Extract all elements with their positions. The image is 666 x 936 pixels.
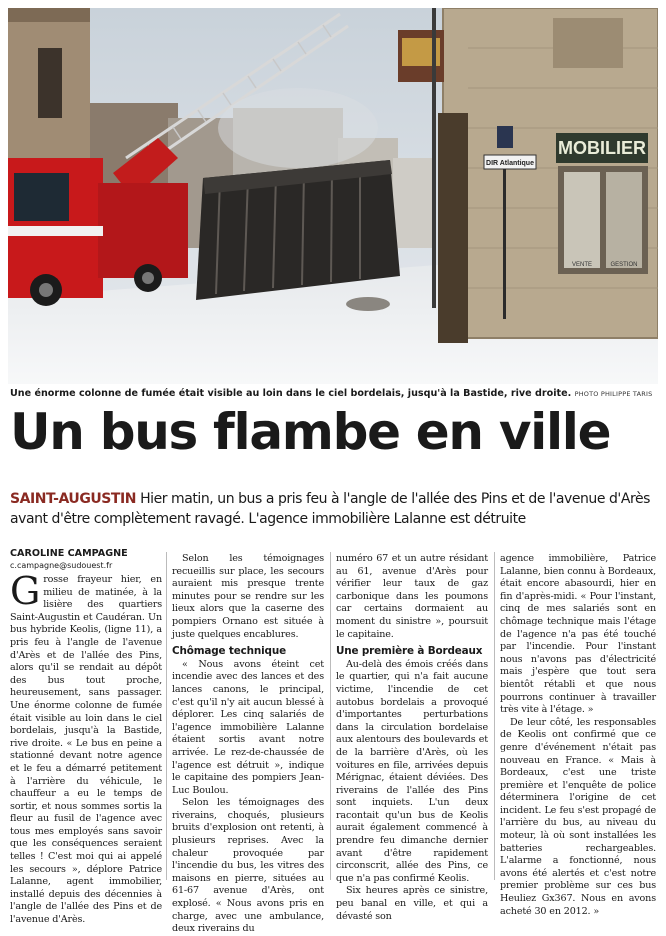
caption-text: Une énorme colonne de fumée était visible au loin dans le ciel bordelais, jusqu'à la Bastide, rive droite. xyxy=(10,388,572,399)
paragraph-text: rosse frayeur hier, en milieu de matinée, à la lisière des quartiers Saint-Augustin et Caudéran. Un bus hybride Keolis, (ligne 11), a pris feu à l'angle de l'avenue d'Arès et de l'allée des Pins, alors qu'il se rendait au dépôt des bus tout proche, heureusement, sans passager. Une énorme colonne de fumée était visible au loin dans le ciel bordelais, jusqu'à la Bastide, rive droite. « Le bus en peine a stationné devant notre agence et le feu a démarré petitement à l'arrière du véhicule, le chauffeur a eu le temps de sortir, et nous sommes sortis la fleur au fusil de l'agence avec tous mes employés sans savoir que les conséquences seraient telles ! C'est moi qui ai appelé les secours », déplore Patrice Lalanne, agent immobilier, installé depuis des décennies à l'angle de l'allée des Pins et de l'avenue d'Arès. xyxy=(10,574,162,926)
byline-email: c.campagne@sudouest.fr xyxy=(10,561,113,570)
photo-illustration xyxy=(8,8,658,384)
photo-credit: PHOTO PHILIPPE TARIS xyxy=(574,390,653,398)
article-paragraph: Six heures après ce sinistre, peu banal en ville, et qui a dévasté son xyxy=(336,885,488,922)
column-rule xyxy=(166,552,167,880)
headline: Un bus flambe en ville xyxy=(10,403,611,461)
article-column-2 xyxy=(172,553,324,936)
street-sign-text: DIR Atlantique xyxy=(486,160,534,167)
subheading: Une première à Bordeaux xyxy=(336,645,483,658)
article-column-4 xyxy=(500,553,656,918)
drop-cap: G xyxy=(10,569,41,613)
column-rule xyxy=(494,552,495,880)
article-paragraph: numéro 67 et un autre résidant au 61, avenue d'Arès pour vérifier leur taux de gaz carbonique dans les poumons car certains dormaient au moment du sinistre », poursuit le capitaine. xyxy=(336,553,488,640)
lead-paragraph xyxy=(10,489,658,529)
article-column-1 xyxy=(10,569,162,927)
article-paragraph: « Nous avons éteint cet incendie avec des lances et des lances canons, le principal, c'est qu'il n'y ait aucun blessé à déplorer. Les cinq salariés de l'agence immobilière Lalanne étaient sortis avant notre arrivée. Le rez-de-chaussée de l'agence est détruit », indique le capitaine des pompiers Jean-Luc Boulou. xyxy=(172,658,324,796)
photo-caption xyxy=(10,388,660,399)
lead-text: Hier matin, un bus a pris feu à l'angle de l'allée des Pins et de l'avenue d'Arès avant d'être complètement ravagé. L'agence immobilière Lalanne est détruite xyxy=(10,491,650,527)
window-label-left: VENTE xyxy=(571,262,593,268)
lead-place: SAINT-AUGUSTIN xyxy=(10,491,137,507)
article-paragraph: Selon les témoignages des riverains, choqués, plusieurs bruits d'explosion ont retenti, à plusieurs reprises. Avec la chaleur provoquée par l'incendie du bus, les vitres des maisons en pierre, situées au 61-67 avenue d'Arès, ont explosé. « Nous avons pris en charge, avec une ambulance, deux riverains du xyxy=(172,797,324,935)
news-photo-burned-bus xyxy=(8,8,658,384)
column-rule xyxy=(330,552,331,880)
article-paragraph xyxy=(10,569,162,927)
article-paragraph: agence immobilière, Patrice Lalanne, bien connu à Bordeaux, était encore abasourdi, hier en fin d'après-midi. « Pour l'instant, cinq de mes salariés sont en chômage technique mais l'étage de l'agence n'a pas été touché par l'incendie. Pour l'instant nous n'avons pas d'électricité mais j'espère que tout sera bientôt rétabli et que nous pourrons continuer à travailler très vite à l'étage. » xyxy=(500,553,656,716)
article-column-3 xyxy=(336,553,488,923)
shop-sign-text: MOBILIER xyxy=(558,138,646,158)
byline-author: CAROLINE CAMPAGNE xyxy=(10,548,128,559)
article-paragraph: Au-delà des émois créés dans le quartier, qui n'a fait aucune victime, l'incendie de cet autobus bordelais a provoqué d'importantes perturbations dans la circulation bordelaise aux alentours des boulevards et de la barrière d'Arès, où les voitures en file, arrivées depuis Mérignac, étaient déviées. Des riverains de l'allée des Pins sont inquiets. L'un deux racontait qu'un bus de Keolis aurait également commencé à prendre feu dimanche dernier avant d'être rapidement circonscrit, allée des Pins, ce que n'a pas confirmé Keolis. xyxy=(336,658,488,884)
window-label-right: GESTION xyxy=(610,262,638,268)
subheading: Chômage technique xyxy=(172,645,286,658)
article-paragraph: De leur côté, les responsables de Keolis ont confirmé que ce genre d'événement n'était pas nouveau en France. « Mais à Bordeaux, c'est une triste première et l'enquête de police déterminera l'origine de cet incident. Le feu s'est propagé de l'arrière du bus, au niveau du moteur, là où sont installées les batteries rechargeables. L'alarme a fonctionné, nous avons été alertés et c'est notre premier problème sur ces bus Heuliez Gx367. Nous en avons acheté 30 en 2012. » xyxy=(500,716,656,917)
article-paragraph: Selon les témoignages recueillis sur place, les secours auraient mis presque trente minutes pour se rendre sur les lieux alors que la caserne des pompiers Ornano est située à juste quelques encablures. xyxy=(172,553,324,640)
